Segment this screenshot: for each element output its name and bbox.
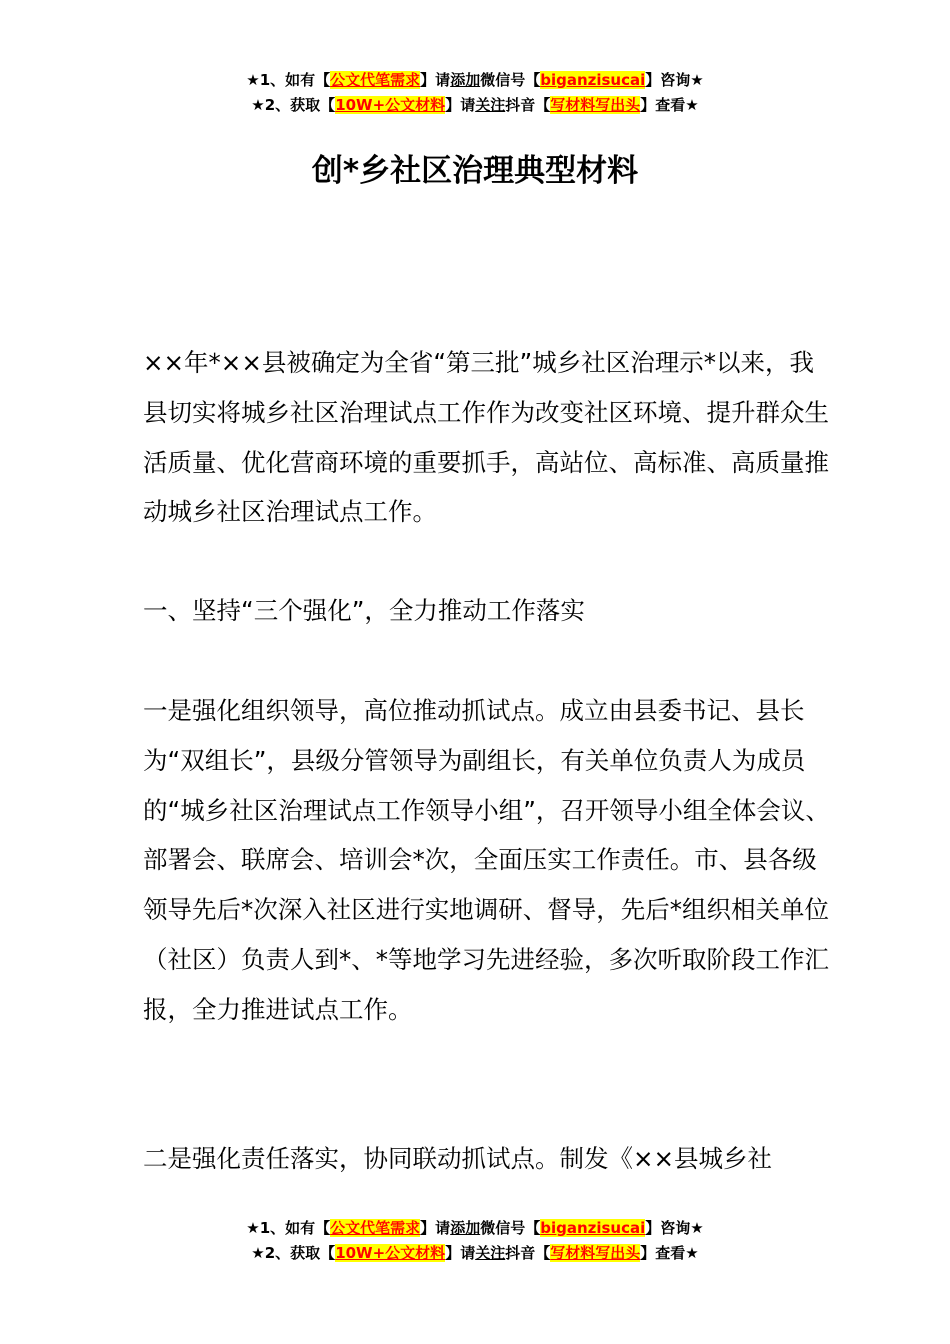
materials-highlight: 10W+公文材料 [335, 96, 446, 114]
section-heading-1: 一、坚持“三个强化”，全力推动工作落实 [143, 596, 585, 625]
wechat-id-highlight: biganzisucai [540, 1219, 646, 1237]
banner-line-2: ★2、获取【10W+公文材料】请关注抖音【写材料写出头】查看★ [251, 1244, 699, 1262]
paragraph-organization: 一是强化组织领导，高位推动抓试点。成立由县委书记、县长为“双组长”，县级分管领导为副组长，有关单位负责人为成员的“城乡社区治理试点工作领导小组”，召开领导小组全体会议、部署会、联席会、培训会*次，全面压实工作责任。市、县各级领导先后*次深入社区进行实地调研、督导，先后*组织相关单位（社区）负责人到*、*等地学习先进经验，多次听取阶段工作汇报，全力推进试点工作。 [143, 696, 830, 1024]
wechat-id-highlight: biganzisucai [540, 71, 646, 89]
footer-banner [0, 1216, 950, 1266]
materials-highlight: 10W+公文材料 [335, 1244, 446, 1262]
service-highlight: 公文代笔需求 [330, 71, 421, 89]
banner-line-1: ★1、如有【公文代笔需求】请添加微信号【biganzisucai】咨询★ [246, 1219, 704, 1237]
service-highlight: 公文代笔需求 [330, 1219, 421, 1237]
header-banner [0, 68, 950, 118]
banner-line-1: ★1、如有【公文代笔需求】请添加微信号【biganzisucai】咨询★ [246, 71, 704, 89]
paragraph-intro: ××年*××县被确定为全省“第三批”城乡社区治理示*以来，我县切实将城乡社区治理试点工作作为改变社区环境、提升群众生活质量、优化营商环境的重要抓手，高站位、高标准、高质量推动城乡社区治理试点工作。 [143, 348, 829, 527]
douyin-id-highlight: 写材料写出头 [550, 1244, 641, 1262]
document-title: 创*乡社区治理典型材料 [311, 153, 639, 189]
banner-line-2: ★2、获取【10W+公文材料】请关注抖音【写材料写出头】查看★ [251, 96, 699, 114]
paragraph-responsibility: 二是强化责任落实，协同联动抓试点。制发《××县城乡社 [143, 1144, 773, 1173]
douyin-id-highlight: 写材料写出头 [550, 96, 641, 114]
